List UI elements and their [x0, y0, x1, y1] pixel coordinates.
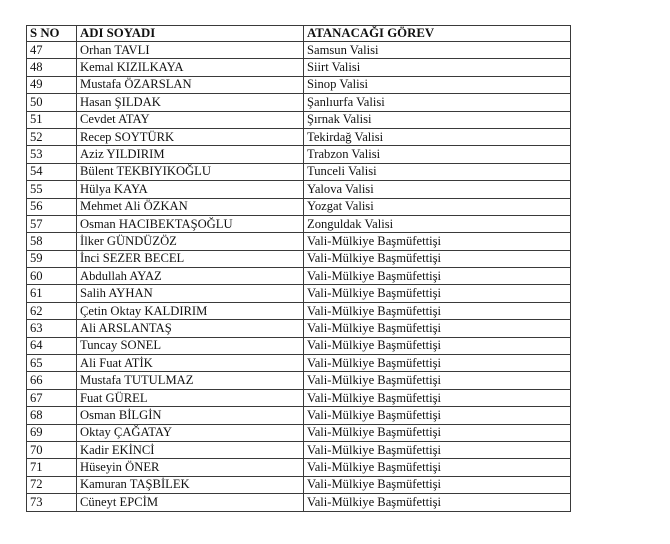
cell-name: Ali Fuat ATİK — [77, 355, 304, 372]
table-row — [27, 146, 571, 163]
cell-name: Oktay ÇAĞATAY — [77, 424, 304, 441]
header-row — [27, 26, 571, 42]
cell-duty: Yalova Valisi — [304, 181, 571, 198]
cell-no: 70 — [27, 441, 77, 458]
cell-name: Hüseyin ÖNER — [77, 459, 304, 476]
cell-duty: Yozgat Valisi — [304, 198, 571, 215]
table-row — [27, 268, 571, 285]
cell-duty: Vali-Mülkiye Başmüfettişi — [304, 337, 571, 354]
cell-duty: Vali-Mülkiye Başmüfettişi — [304, 233, 571, 250]
table-row — [27, 302, 571, 319]
cell-duty: Vali-Mülkiye Başmüfettişi — [304, 302, 571, 319]
cell-name: Osman BİLGİN — [77, 407, 304, 424]
cell-no: 59 — [27, 250, 77, 267]
cell-name: Ali ARSLANTAŞ — [77, 320, 304, 337]
cell-no: 47 — [27, 42, 77, 59]
table-row — [27, 233, 571, 250]
cell-no: 64 — [27, 337, 77, 354]
table-row — [27, 320, 571, 337]
table-row — [27, 198, 571, 215]
table-row — [27, 94, 571, 111]
header-duty: ATANACAĞI GÖREV — [304, 26, 571, 42]
cell-no: 52 — [27, 128, 77, 145]
cell-duty: Trabzon Valisi — [304, 146, 571, 163]
cell-name: Hülya KAYA — [77, 181, 304, 198]
cell-duty: Vali-Mülkiye Başmüfettişi — [304, 250, 571, 267]
table-row — [27, 459, 571, 476]
cell-duty: Tekirdağ Valisi — [304, 128, 571, 145]
table-row — [27, 215, 571, 232]
table-row — [27, 181, 571, 198]
cell-no: 51 — [27, 111, 77, 128]
cell-duty: Şırnak Valisi — [304, 111, 571, 128]
table-row — [27, 494, 571, 511]
cell-no: 61 — [27, 285, 77, 302]
cell-name: Aziz YILDIRIM — [77, 146, 304, 163]
cell-no: 60 — [27, 268, 77, 285]
cell-duty: Sinop Valisi — [304, 76, 571, 93]
table-row — [27, 355, 571, 372]
table-row — [27, 285, 571, 302]
cell-no: 48 — [27, 59, 77, 76]
table-row — [27, 163, 571, 180]
table-row — [27, 424, 571, 441]
cell-duty: Vali-Mülkiye Başmüfettişi — [304, 424, 571, 441]
cell-duty: Siirt Valisi — [304, 59, 571, 76]
table-row — [27, 407, 571, 424]
cell-name: Bülent TEKBIYIKOĞLU — [77, 163, 304, 180]
table-row — [27, 337, 571, 354]
cell-duty: Vali-Mülkiye Başmüfettişi — [304, 372, 571, 389]
cell-name: Tuncay SONEL — [77, 337, 304, 354]
cell-name: Recep SOYTÜRK — [77, 128, 304, 145]
cell-no: 71 — [27, 459, 77, 476]
table-header — [27, 26, 571, 42]
cell-duty: Vali-Mülkiye Başmüfettişi — [304, 268, 571, 285]
cell-no: 56 — [27, 198, 77, 215]
cell-name: Mehmet Ali ÖZKAN — [77, 198, 304, 215]
table-row — [27, 111, 571, 128]
cell-name: Orhan TAVLI — [77, 42, 304, 59]
cell-no: 49 — [27, 76, 77, 93]
cell-no: 65 — [27, 355, 77, 372]
cell-duty: Vali-Mülkiye Başmüfettişi — [304, 320, 571, 337]
cell-no: 72 — [27, 476, 77, 493]
table-row — [27, 372, 571, 389]
cell-name: Mustafa TUTULMAZ — [77, 372, 304, 389]
header-s-no: S NO — [27, 26, 77, 42]
table-row — [27, 250, 571, 267]
cell-no: 67 — [27, 389, 77, 406]
cell-name: Fuat GÜREL — [77, 389, 304, 406]
cell-name: Kadir EKİNCİ — [77, 441, 304, 458]
cell-duty: Tunceli Valisi — [304, 163, 571, 180]
cell-name: Salih AYHAN — [77, 285, 304, 302]
cell-duty: Vali-Mülkiye Başmüfettişi — [304, 355, 571, 372]
cell-duty: Zonguldak Valisi — [304, 215, 571, 232]
cell-name: İnci SEZER BECEL — [77, 250, 304, 267]
cell-name: Cevdet ATAY — [77, 111, 304, 128]
table-row — [27, 476, 571, 493]
assignment-table — [26, 25, 571, 512]
cell-name: Kemal KIZILKAYA — [77, 59, 304, 76]
cell-no: 54 — [27, 163, 77, 180]
cell-no: 50 — [27, 94, 77, 111]
cell-name: Abdullah AYAZ — [77, 268, 304, 285]
cell-duty: Vali-Mülkiye Başmüfettişi — [304, 459, 571, 476]
table-row — [27, 59, 571, 76]
table-row — [27, 42, 571, 59]
header-name: ADI SOYADI — [77, 26, 304, 42]
cell-name: Hasan ŞILDAK — [77, 94, 304, 111]
cell-name: Osman HACIBEKTAŞOĞLU — [77, 215, 304, 232]
cell-duty: Samsun Valisi — [304, 42, 571, 59]
cell-duty: Vali-Mülkiye Başmüfettişi — [304, 407, 571, 424]
table-row — [27, 76, 571, 93]
cell-duty: Şanlıurfa Valisi — [304, 94, 571, 111]
cell-duty: Vali-Mülkiye Başmüfettişi — [304, 285, 571, 302]
cell-no: 58 — [27, 233, 77, 250]
cell-duty: Vali-Mülkiye Başmüfettişi — [304, 441, 571, 458]
cell-no: 53 — [27, 146, 77, 163]
table-row — [27, 441, 571, 458]
cell-no: 66 — [27, 372, 77, 389]
cell-name: Cüneyt EPCİM — [77, 494, 304, 511]
table-row — [27, 128, 571, 145]
cell-duty: Vali-Mülkiye Başmüfettişi — [304, 476, 571, 493]
cell-name: Kamuran TAŞBİLEK — [77, 476, 304, 493]
cell-no: 62 — [27, 302, 77, 319]
table-row — [27, 389, 571, 406]
cell-name: İlker GÜNDÜZÖZ — [77, 233, 304, 250]
cell-no: 69 — [27, 424, 77, 441]
cell-no: 57 — [27, 215, 77, 232]
cell-no: 55 — [27, 181, 77, 198]
cell-no: 73 — [27, 494, 77, 511]
table-body — [27, 42, 571, 512]
cell-no: 68 — [27, 407, 77, 424]
cell-name: Çetin Oktay KALDIRIM — [77, 302, 304, 319]
cell-no: 63 — [27, 320, 77, 337]
cell-duty: Vali-Mülkiye Başmüfettişi — [304, 494, 571, 511]
cell-duty: Vali-Mülkiye Başmüfettişi — [304, 389, 571, 406]
cell-name: Mustafa ÖZARSLAN — [77, 76, 304, 93]
